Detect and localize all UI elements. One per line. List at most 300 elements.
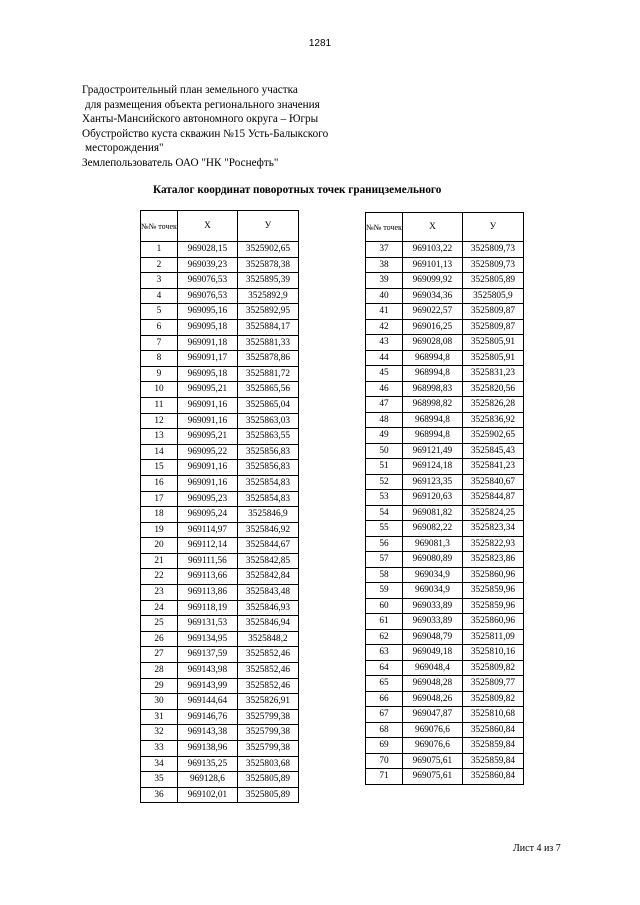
- x-coordinate-cell: 969146,76: [177, 709, 237, 725]
- x-coordinate-cell: 969076,53: [177, 273, 237, 289]
- table-row: [366, 769, 524, 785]
- table-row: [141, 694, 299, 710]
- point-number-cell: 3: [141, 273, 178, 289]
- x-coordinate-cell: 969113,66: [177, 569, 237, 585]
- point-number-cell: 29: [141, 678, 178, 694]
- table-row: [366, 552, 524, 568]
- x-coordinate-cell: 969048,28: [402, 676, 462, 692]
- x-coordinate-cell: 969095,21: [177, 429, 237, 445]
- point-number-cell: 1: [141, 242, 178, 258]
- point-number-cell: 26: [141, 631, 178, 647]
- point-number-cell: 61: [366, 614, 403, 630]
- x-coordinate-cell: 969120,63: [402, 490, 462, 506]
- y-coordinate-cell: 3525859,84: [462, 753, 523, 769]
- table-row: [366, 490, 524, 506]
- point-number-cell: 5: [141, 304, 178, 320]
- x-coordinate-cell: 969022,57: [402, 304, 462, 320]
- table-row: [141, 444, 299, 460]
- point-number-cell: 30: [141, 694, 178, 710]
- y-coordinate-cell: 3525845,43: [462, 443, 523, 459]
- y-coordinate-cell: 3525803,68: [237, 756, 298, 772]
- point-number-cell: 12: [141, 413, 178, 429]
- x-coordinate-cell: 969034,9: [402, 583, 462, 599]
- point-number-cell: 11: [141, 397, 178, 413]
- x-coordinate-cell: 969137,59: [177, 647, 237, 663]
- column-header-y: У: [462, 213, 523, 242]
- point-number-cell: 13: [141, 429, 178, 445]
- point-number-cell: 20: [141, 538, 178, 554]
- y-coordinate-cell: 3525859,84: [462, 738, 523, 754]
- y-coordinate-cell: 3525860,84: [462, 722, 523, 738]
- table-row: [366, 474, 524, 490]
- x-coordinate-cell: 968994,8: [402, 366, 462, 382]
- y-coordinate-cell: 3525842,85: [237, 553, 298, 569]
- x-coordinate-cell: 969028,15: [177, 242, 237, 258]
- y-coordinate-cell: 3525799,38: [237, 709, 298, 725]
- x-coordinate-cell: 969112,14: [177, 538, 237, 554]
- coordinates-table-right-body: [366, 242, 524, 785]
- y-coordinate-cell: 3525831,23: [462, 366, 523, 382]
- x-coordinate-cell: 969095,21: [177, 382, 237, 398]
- y-coordinate-cell: 3525809,77: [462, 676, 523, 692]
- point-number-cell: 28: [141, 663, 178, 679]
- y-coordinate-cell: 3525826,91: [237, 694, 298, 710]
- table-row: [366, 412, 524, 428]
- table-row: [366, 381, 524, 397]
- page-number: 1281: [308, 38, 332, 49]
- point-number-cell: 32: [141, 725, 178, 741]
- y-coordinate-cell: 3525805,9: [462, 288, 523, 304]
- table-row: [141, 460, 299, 476]
- point-number-cell: 42: [366, 319, 403, 335]
- x-coordinate-cell: 969111,56: [177, 553, 237, 569]
- y-coordinate-cell: 3525865,56: [237, 382, 298, 398]
- x-coordinate-cell: 968998,82: [402, 397, 462, 413]
- point-number-cell: 60: [366, 598, 403, 614]
- x-coordinate-cell: 969095,18: [177, 366, 237, 382]
- x-coordinate-cell: 969138,96: [177, 741, 237, 757]
- point-number-cell: 62: [366, 629, 403, 645]
- point-number-cell: 18: [141, 507, 178, 523]
- x-coordinate-cell: 969047,87: [402, 707, 462, 723]
- y-coordinate-cell: 3525884,17: [237, 319, 298, 335]
- x-coordinate-cell: 969123,35: [402, 474, 462, 490]
- point-number-cell: 58: [366, 567, 403, 583]
- y-coordinate-cell: 3525844,87: [462, 490, 523, 506]
- table-row: [141, 787, 299, 803]
- table-row: [141, 772, 299, 788]
- table-row: [141, 319, 299, 335]
- table-row: [366, 397, 524, 413]
- x-coordinate-cell: 969095,23: [177, 491, 237, 507]
- table-row: [141, 647, 299, 663]
- point-number-cell: 66: [366, 691, 403, 707]
- table-row: [141, 335, 299, 351]
- table-row: [366, 443, 524, 459]
- point-number-cell: 35: [141, 772, 178, 788]
- sheet-footer: Лист 4 из 7: [513, 843, 561, 854]
- y-coordinate-cell: 3525809,73: [462, 257, 523, 273]
- x-coordinate-cell: 969113,86: [177, 585, 237, 601]
- table-row: [366, 335, 524, 351]
- table-row: [141, 538, 299, 554]
- x-coordinate-cell: 969131,53: [177, 616, 237, 632]
- point-number-cell: 69: [366, 738, 403, 754]
- table-row: [366, 614, 524, 630]
- y-coordinate-cell: 3525852,46: [237, 678, 298, 694]
- y-coordinate-cell: 3525805,91: [462, 335, 523, 351]
- point-number-cell: 17: [141, 491, 178, 507]
- x-coordinate-cell: 969091,16: [177, 397, 237, 413]
- point-number-cell: 36: [141, 787, 178, 803]
- y-coordinate-cell: 3525865,04: [237, 397, 298, 413]
- y-coordinate-cell: 3525809,73: [462, 242, 523, 258]
- y-coordinate-cell: 3525811,09: [462, 629, 523, 645]
- y-coordinate-cell: 3525846,92: [237, 522, 298, 538]
- point-number-cell: 48: [366, 412, 403, 428]
- y-coordinate-cell: 3525892,95: [237, 304, 298, 320]
- y-coordinate-cell: 3525860,96: [462, 567, 523, 583]
- x-coordinate-cell: 969075,61: [402, 769, 462, 785]
- point-number-cell: 24: [141, 600, 178, 616]
- point-number-cell: 53: [366, 490, 403, 506]
- x-coordinate-cell: 969016,25: [402, 319, 462, 335]
- x-coordinate-cell: 969143,98: [177, 663, 237, 679]
- y-coordinate-cell: 3525840,67: [462, 474, 523, 490]
- point-number-cell: 40: [366, 288, 403, 304]
- point-number-cell: 68: [366, 722, 403, 738]
- point-number-cell: 15: [141, 460, 178, 476]
- y-coordinate-cell: 3525846,93: [237, 600, 298, 616]
- header-line: для размещения объекта регионального значения: [85, 98, 320, 111]
- coordinates-table-left: [140, 210, 299, 803]
- y-coordinate-cell: 3525859,96: [462, 598, 523, 614]
- table-row: [141, 709, 299, 725]
- x-coordinate-cell: 969128,6: [177, 772, 237, 788]
- x-coordinate-cell: 969082,22: [402, 521, 462, 537]
- document-header: [82, 83, 328, 171]
- column-header-x: Х: [177, 211, 237, 242]
- table-row: [141, 507, 299, 523]
- y-coordinate-cell: 3525842,84: [237, 569, 298, 585]
- table-row: [141, 382, 299, 398]
- column-header-x: Х: [402, 213, 462, 242]
- table-row: [366, 753, 524, 769]
- x-coordinate-cell: 969039,23: [177, 257, 237, 273]
- x-coordinate-cell: 969144,64: [177, 694, 237, 710]
- y-coordinate-cell: 3525892,9: [237, 288, 298, 304]
- header-line: Ханты-Мансийского автономного округа – Югры: [82, 113, 319, 126]
- point-number-cell: 51: [366, 459, 403, 475]
- y-coordinate-cell: 3525843,48: [237, 585, 298, 601]
- header-line: Градостроительный план земельного участка: [82, 84, 298, 96]
- table-row: [366, 428, 524, 444]
- table-row: [366, 660, 524, 676]
- table-row: [366, 738, 524, 754]
- y-coordinate-cell: 3525854,83: [237, 475, 298, 491]
- x-coordinate-cell: 969135,25: [177, 756, 237, 772]
- x-coordinate-cell: 969121,49: [402, 443, 462, 459]
- point-number-cell: 45: [366, 366, 403, 382]
- point-number-cell: 38: [366, 257, 403, 273]
- x-coordinate-cell: 969095,16: [177, 304, 237, 320]
- point-number-cell: 9: [141, 366, 178, 382]
- header-line: Землепользователь ОАО "НК "Роснефть": [82, 156, 279, 169]
- y-coordinate-cell: 3525881,33: [237, 335, 298, 351]
- table-row: [141, 288, 299, 304]
- y-coordinate-cell: 3525799,38: [237, 741, 298, 757]
- table-row: [141, 741, 299, 757]
- y-coordinate-cell: 3525878,86: [237, 351, 298, 367]
- table-row: [366, 598, 524, 614]
- y-coordinate-cell: 3525809,82: [462, 691, 523, 707]
- y-coordinate-cell: 3525846,94: [237, 616, 298, 632]
- table-row: [366, 304, 524, 320]
- x-coordinate-cell: 968998,83: [402, 381, 462, 397]
- point-number-cell: 34: [141, 756, 178, 772]
- catalog-title: Каталог координат поворотных точек границземельного: [153, 184, 442, 196]
- point-number-cell: 46: [366, 381, 403, 397]
- point-number-cell: 54: [366, 505, 403, 521]
- x-coordinate-cell: 969033,89: [402, 598, 462, 614]
- y-coordinate-cell: 3525844,67: [237, 538, 298, 554]
- table-row: [141, 553, 299, 569]
- table-row: [366, 707, 524, 723]
- y-coordinate-cell: 3525822,93: [462, 536, 523, 552]
- x-coordinate-cell: 968994,8: [402, 350, 462, 366]
- table-row: [141, 429, 299, 445]
- x-coordinate-cell: 969028,08: [402, 335, 462, 351]
- x-coordinate-cell: 969049,18: [402, 645, 462, 661]
- x-coordinate-cell: 969075,61: [402, 753, 462, 769]
- point-number-cell: 10: [141, 382, 178, 398]
- x-coordinate-cell: 969048,26: [402, 691, 462, 707]
- x-coordinate-cell: 969091,18: [177, 335, 237, 351]
- table-row: [366, 350, 524, 366]
- y-coordinate-cell: 3525805,89: [237, 787, 298, 803]
- y-coordinate-cell: 3525809,87: [462, 304, 523, 320]
- y-coordinate-cell: 3525824,25: [462, 505, 523, 521]
- table-row: [366, 505, 524, 521]
- point-number-cell: 50: [366, 443, 403, 459]
- x-coordinate-cell: 969101,13: [402, 257, 462, 273]
- point-number-cell: 52: [366, 474, 403, 490]
- y-coordinate-cell: 3525805,89: [462, 273, 523, 289]
- table-row: [366, 366, 524, 382]
- y-coordinate-cell: 3525848,2: [237, 631, 298, 647]
- header-line: месторождения": [85, 142, 164, 155]
- x-coordinate-cell: 969103,22: [402, 242, 462, 258]
- point-number-cell: 4: [141, 288, 178, 304]
- point-number-cell: 56: [366, 536, 403, 552]
- table-row: [366, 722, 524, 738]
- table-row: [366, 288, 524, 304]
- point-number-cell: 44: [366, 350, 403, 366]
- point-number-cell: 16: [141, 475, 178, 491]
- table-row: [141, 475, 299, 491]
- point-number-cell: 57: [366, 552, 403, 568]
- y-coordinate-cell: 3525810,68: [462, 707, 523, 723]
- point-number-cell: 7: [141, 335, 178, 351]
- point-number-cell: 71: [366, 769, 403, 785]
- header-line: Обустройство куста скважин №15 Усть-Балыкского: [82, 127, 329, 140]
- table-row: [141, 756, 299, 772]
- x-coordinate-cell: 969080,89: [402, 552, 462, 568]
- table-row: [366, 242, 524, 258]
- y-coordinate-cell: 3525823,86: [462, 552, 523, 568]
- table-row: [141, 522, 299, 538]
- point-number-cell: 39: [366, 273, 403, 289]
- coordinates-table-left-body: [141, 242, 299, 803]
- column-header-number: №№ точек: [141, 211, 178, 242]
- point-number-cell: 14: [141, 444, 178, 460]
- point-number-cell: 25: [141, 616, 178, 632]
- x-coordinate-cell: 969095,22: [177, 444, 237, 460]
- table-row: [366, 319, 524, 335]
- point-number-cell: 70: [366, 753, 403, 769]
- table-row: [366, 567, 524, 583]
- x-coordinate-cell: 969095,24: [177, 507, 237, 523]
- point-number-cell: 67: [366, 707, 403, 723]
- x-coordinate-cell: 969102,01: [177, 787, 237, 803]
- point-number-cell: 19: [141, 522, 178, 538]
- y-coordinate-cell: 3525863,03: [237, 413, 298, 429]
- y-coordinate-cell: 3525878,38: [237, 257, 298, 273]
- table-row: [141, 569, 299, 585]
- x-coordinate-cell: 969091,16: [177, 413, 237, 429]
- x-coordinate-cell: 969076,6: [402, 738, 462, 754]
- point-number-cell: 8: [141, 351, 178, 367]
- x-coordinate-cell: 969118,19: [177, 600, 237, 616]
- y-coordinate-cell: 3525854,83: [237, 491, 298, 507]
- table-row: [141, 413, 299, 429]
- y-coordinate-cell: 3525902,65: [462, 428, 523, 444]
- y-coordinate-cell: 3525856,83: [237, 444, 298, 460]
- table-row: [141, 351, 299, 367]
- table-row: [141, 304, 299, 320]
- table-row: [366, 257, 524, 273]
- table-row: [366, 629, 524, 645]
- x-coordinate-cell: 969048,4: [402, 660, 462, 676]
- table-row: [366, 583, 524, 599]
- point-number-cell: 59: [366, 583, 403, 599]
- x-coordinate-cell: 969134,95: [177, 631, 237, 647]
- y-coordinate-cell: 3525846,9: [237, 507, 298, 523]
- y-coordinate-cell: 3525809,82: [462, 660, 523, 676]
- column-header-y: У: [237, 211, 298, 242]
- point-number-cell: 47: [366, 397, 403, 413]
- point-number-cell: 23: [141, 585, 178, 601]
- x-coordinate-cell: 969091,16: [177, 475, 237, 491]
- table-row: [366, 536, 524, 552]
- x-coordinate-cell: 969143,99: [177, 678, 237, 694]
- table-row: [141, 242, 299, 258]
- x-coordinate-cell: 969114,97: [177, 522, 237, 538]
- table-row: [366, 691, 524, 707]
- x-coordinate-cell: 969095,18: [177, 319, 237, 335]
- x-coordinate-cell: 969076,6: [402, 722, 462, 738]
- point-number-cell: 63: [366, 645, 403, 661]
- table-row: [141, 397, 299, 413]
- y-coordinate-cell: 3525856,83: [237, 460, 298, 476]
- y-coordinate-cell: 3525805,91: [462, 350, 523, 366]
- y-coordinate-cell: 3525860,96: [462, 614, 523, 630]
- coordinates-table-right: [365, 212, 524, 785]
- table-row: [141, 366, 299, 382]
- y-coordinate-cell: 3525820,56: [462, 381, 523, 397]
- y-coordinate-cell: 3525902,65: [237, 242, 298, 258]
- y-coordinate-cell: 3525881,72: [237, 366, 298, 382]
- point-number-cell: 37: [366, 242, 403, 258]
- y-coordinate-cell: 3525852,46: [237, 647, 298, 663]
- y-coordinate-cell: 3525799,38: [237, 725, 298, 741]
- y-coordinate-cell: 3525836,92: [462, 412, 523, 428]
- y-coordinate-cell: 3525863,55: [237, 429, 298, 445]
- x-coordinate-cell: 969034,9: [402, 567, 462, 583]
- table-row: [141, 725, 299, 741]
- table-row: [141, 631, 299, 647]
- table-row: [366, 645, 524, 661]
- y-coordinate-cell: 3525826,28: [462, 397, 523, 413]
- y-coordinate-cell: 3525841,23: [462, 459, 523, 475]
- y-coordinate-cell: 3525823,34: [462, 521, 523, 537]
- point-number-cell: 22: [141, 569, 178, 585]
- point-number-cell: 65: [366, 676, 403, 692]
- y-coordinate-cell: 3525805,89: [237, 772, 298, 788]
- table-row: [141, 585, 299, 601]
- table-row: [141, 616, 299, 632]
- point-number-cell: 33: [141, 741, 178, 757]
- table-row: [366, 521, 524, 537]
- point-number-cell: 6: [141, 319, 178, 335]
- y-coordinate-cell: 3525859,96: [462, 583, 523, 599]
- point-number-cell: 31: [141, 709, 178, 725]
- point-number-cell: 55: [366, 521, 403, 537]
- x-coordinate-cell: 969034,36: [402, 288, 462, 304]
- table-row: [141, 257, 299, 273]
- table-row: [366, 273, 524, 289]
- point-number-cell: 49: [366, 428, 403, 444]
- table-row: [141, 491, 299, 507]
- x-coordinate-cell: 969076,53: [177, 288, 237, 304]
- y-coordinate-cell: 3525860,84: [462, 769, 523, 785]
- table-row: [366, 459, 524, 475]
- point-number-cell: 64: [366, 660, 403, 676]
- table-row: [141, 273, 299, 289]
- table-row: [366, 676, 524, 692]
- x-coordinate-cell: 968994,8: [402, 412, 462, 428]
- point-number-cell: 43: [366, 335, 403, 351]
- x-coordinate-cell: 969091,17: [177, 351, 237, 367]
- point-number-cell: 27: [141, 647, 178, 663]
- column-header-number: №№ точек: [366, 213, 403, 242]
- x-coordinate-cell: 969099,92: [402, 273, 462, 289]
- y-coordinate-cell: 3525809,87: [462, 319, 523, 335]
- x-coordinate-cell: 969143,38: [177, 725, 237, 741]
- x-coordinate-cell: 969081,3: [402, 536, 462, 552]
- x-coordinate-cell: 969033,89: [402, 614, 462, 630]
- x-coordinate-cell: 969048,79: [402, 629, 462, 645]
- table-row: [141, 600, 299, 616]
- x-coordinate-cell: 969091,16: [177, 460, 237, 476]
- x-coordinate-cell: 969081,82: [402, 505, 462, 521]
- x-coordinate-cell: 969124,18: [402, 459, 462, 475]
- x-coordinate-cell: 968994,8: [402, 428, 462, 444]
- point-number-cell: 41: [366, 304, 403, 320]
- point-number-cell: 21: [141, 553, 178, 569]
- table-row: [141, 663, 299, 679]
- y-coordinate-cell: 3525810,16: [462, 645, 523, 661]
